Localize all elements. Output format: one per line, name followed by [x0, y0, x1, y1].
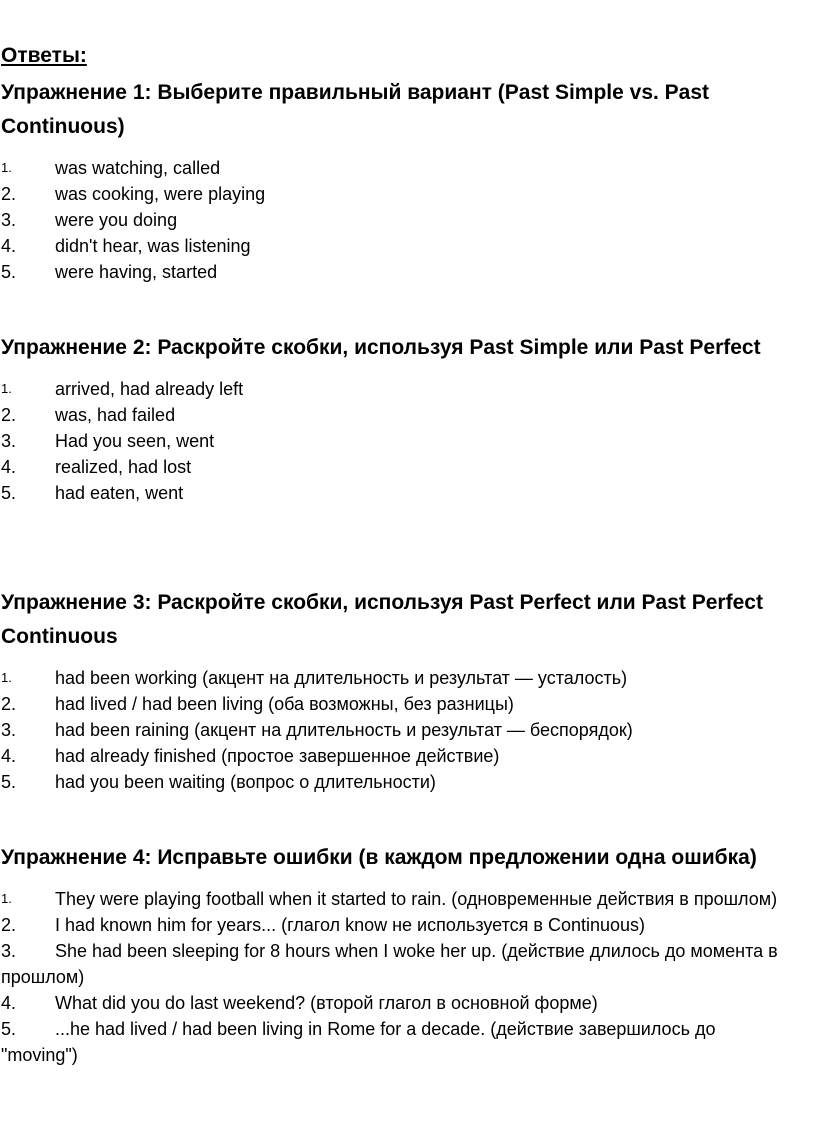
page-title: Ответы: [1, 44, 87, 67]
item-number: 4. [1, 746, 17, 766]
item-number: 5. [1, 1019, 17, 1039]
item-number: 5. [1, 483, 17, 503]
item-text: She had been sleeping for 8 hours when I woke her up. (действие длилось до момента в прошлом) [1, 941, 778, 987]
exercise-3-answers [1, 665, 801, 795]
item-text: had already finished (простое завершенное действие) [55, 746, 500, 766]
list-item [1, 233, 795, 259]
item-number: 1. [1, 891, 12, 906]
list-item [1, 376, 795, 402]
item-number: 5. [1, 262, 17, 282]
item-number: 1. [1, 381, 12, 396]
item-number: 4. [1, 993, 17, 1013]
item-number: 3. [1, 941, 17, 961]
exercise-3 [1, 586, 801, 795]
item-text: had lived / had been living (оба возможны, без разницы) [55, 694, 514, 714]
list-item [1, 259, 795, 285]
item-number: 1. [1, 160, 12, 175]
list-item [1, 886, 791, 912]
exercise-3-heading: Упражнение 3: Раскройте скобки, используя Past Perfect или Past Perfect Continuous [1, 591, 763, 648]
item-text: was watching, called [55, 158, 221, 178]
exercise-4-answers [1, 886, 801, 1068]
item-text: had been working (акцент на длительность и результат — усталость) [55, 668, 628, 688]
list-item [1, 769, 795, 795]
exercise-1 [1, 76, 801, 285]
list-item [1, 912, 791, 938]
list-item [1, 665, 795, 691]
item-text: realized, had lost [55, 457, 192, 477]
list-item [1, 743, 795, 769]
exercise-1-heading: Упражнение 1: Выберите правильный вариант (Past Simple vs. Past Continuous) [1, 81, 710, 138]
item-text: were you doing [55, 210, 178, 230]
item-text: I had known him for years... (глагол know не используется в Continuous) [55, 915, 646, 935]
list-item [1, 990, 791, 1016]
exercise-1-answers [1, 155, 801, 285]
list-item [1, 402, 795, 428]
item-text: They were playing football when it started to rain. (одновременные действия в прошлом) [55, 889, 778, 909]
item-number: 2. [1, 694, 17, 714]
list-item [1, 454, 795, 480]
item-text: had you been waiting (вопрос о длительности) [55, 772, 436, 792]
list-item [1, 428, 795, 454]
exercise-4 [1, 841, 801, 1068]
item-number: 2. [1, 915, 17, 935]
item-text: didn't hear, was listening [55, 236, 251, 256]
item-number: 3. [1, 431, 17, 451]
item-number: 2. [1, 184, 17, 204]
item-text: What did you do last weekend? (второй глагол в основной форме) [55, 993, 598, 1013]
item-text: were having, started [55, 262, 218, 282]
item-text: was, had failed [55, 405, 176, 425]
list-item [1, 207, 795, 233]
list-item [1, 938, 791, 990]
item-number: 3. [1, 720, 17, 740]
list-item [1, 717, 795, 743]
list-item [1, 1016, 791, 1068]
exercise-2-heading: Упражнение 2: Раскройте скобки, используя Past Simple или Past Perfect [1, 336, 761, 359]
item-number: 5. [1, 772, 17, 792]
item-text: had eaten, went [55, 483, 184, 503]
item-number: 4. [1, 457, 17, 477]
item-number: 1. [1, 670, 12, 685]
list-item [1, 155, 795, 181]
item-text: Had you seen, went [55, 431, 215, 451]
item-number: 4. [1, 236, 17, 256]
exercise-2-answers [1, 376, 801, 506]
item-text: had been raining (акцент на длительность и результат — беспорядок) [55, 720, 633, 740]
item-number: 3. [1, 210, 17, 230]
exercise-4-heading: Упражнение 4: Исправьте ошибки (в каждом предложении одна ошибка) [1, 846, 757, 869]
list-item [1, 181, 795, 207]
item-text: ...he had lived / had been living in Rome for a decade. (действие завершилось до "moving") [1, 1019, 716, 1065]
item-text: arrived, had already left [55, 379, 244, 399]
exercise-2 [1, 331, 801, 506]
list-item [1, 691, 795, 717]
list-item [1, 480, 795, 506]
item-text: was cooking, were playing [55, 184, 266, 204]
item-number: 2. [1, 405, 17, 425]
